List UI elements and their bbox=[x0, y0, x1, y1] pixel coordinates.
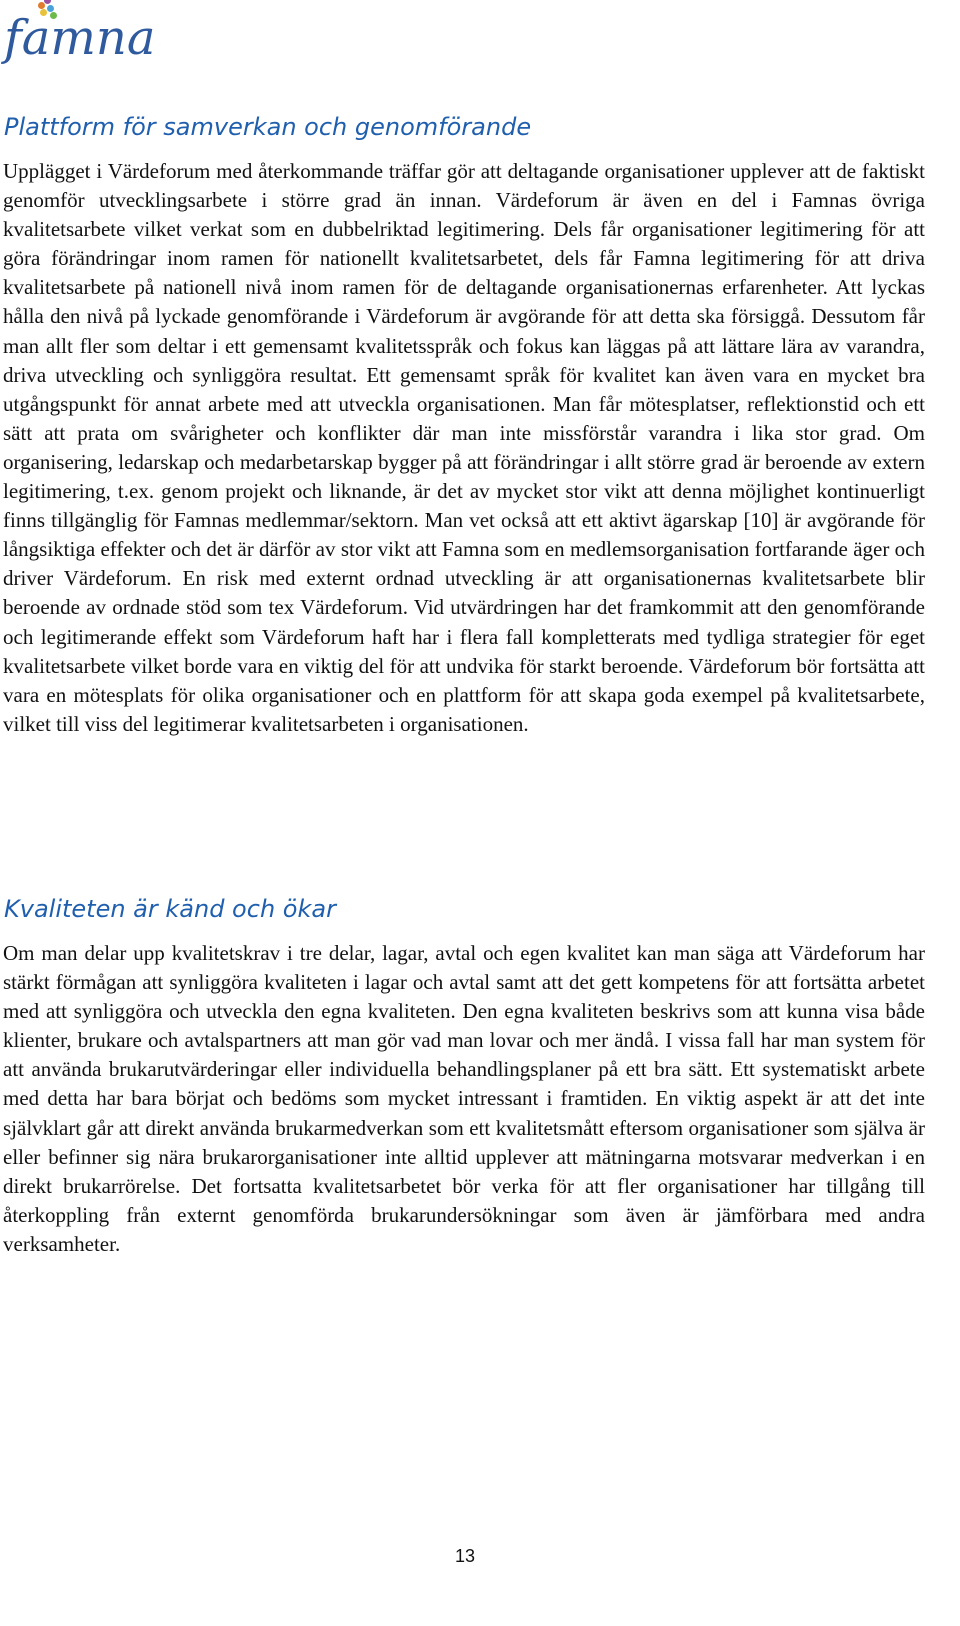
section-paragraph: Om man delar upp kvalitetskrav i tre delar, lagar, avtal och egen kvalitet kan man säga att Värdeforum har stärkt förmågan att synliggöra kvaliteten i lagar och avtal samt att det gett kompetens för att fortsätta arbetet med att synliggöra och utveckla den egna kvaliteten. Den egna kvaliteten beskrivs som att kunna visa både klienter, brukare och avtalspartners att man gör vad man lovar och mer ändå. I vissa fall har man system för att använda brukarutvärderingar eller individuella behandlingsplaner på ett bra sätt. Ett systematiskt arbete med detta har bara börjat och bedöms som mycket intressant i framtiden. En viktig aspekt är att det inte självklart går att direkt använda brukarmedverkan som ett kvalitetsmått eftersom organisationer som själva är eller befinner sig nära brukarorganisationer inte alltid upplever att mätningarna motsvarar medverkan i en direkt brukarrörelse. Det fortsatta kvalitetsarbetet bör verka för att fler organisationer har tillgång till återkoppling från externt genomförda brukarundersökningar som även är jämförbara med andra verksamheter. bbox=[3, 941, 925, 1256]
section-paragraph: Upplägget i Värdeforum med återkommande träffar gör att deltagande organisationer upplever att de faktiskt genomför utvecklingsarbete i större grad än innan. Värdeforum är även en del i Famnas övriga kvalitetsarbete vilket verkat som en dubbelriktad legitimering. Dels får organisationer legitimering för att göra förändringar inom ramen för nationellt kvalitetsarbetet, dels får Famna legitimering för att driva kvalitetsarbete på nationell nivå inom ramen för de deltagande organisationernas erfarenheter. Att lyckas hålla den nivå på lyckade genomförande i Värdeforum är avgörande för att detta ska försiggå. Dessutom får man allt fler som deltar i ett gemensamt kvalitetsspråk och fokus kan läggas på att lättare lära av varandra, driva utveckling och synliggöra resultat. Ett gemensamt språk för kvalitet kan även vara en mycket bra utgångspunkt för annat arbete med att utveckla organisationen. Man får mötesplatser, reflektionstid och ett sätt att prata om svårigheter och konflikter där man inte missförstår varandra i lika stor grad. Om organisering, ledarskap och medarbetarskap bygger på att förändringar i allt större grad är beroende av extern legitimering, t.ex. genom projekt och liknande, är det av mycket stor vikt att denna möjlighet kontinuerligt finns tillgänglig för Famnas medlemmar/sektorn. Man vet också att ett aktivt ägarskap [10] är avgörande för långsiktiga effekter och det är därför av stor vikt att Famna som en medlemsorganisation fortfarande äger och driver Värdeforum. En risk med externt ordnad utveckling är att organisationernas kvalitetsarbete blir beroende av ordnade stöd som tex Värdeforum. Vid utvärdringen har det framkommit att den genomförande och legitimerande effekt som Värdeforum haft har i flera fall kompletterats med tydliga strategier för eget kvalitetsarbete vilket borde vara en viktig del för att undvika för starkt beroende. Värdeforum bör fortsätta att vara en mötesplats för olika organisationer och en plattform för att skapa goda exempel på kvalitetsarbete, vilket till viss del legitimerar kvalitetsarbeten i organisationen. bbox=[3, 159, 925, 736]
section-heading: Kvaliteten är känd och ökar bbox=[4, 895, 336, 923]
logo-wordmark: famna bbox=[4, 10, 156, 66]
famna-logo bbox=[4, 0, 156, 78]
page-number: 13 bbox=[454, 1546, 476, 1566]
section-heading: Plattform för samverkan och genomförande bbox=[4, 113, 532, 141]
logo-dot bbox=[44, 0, 51, 4]
